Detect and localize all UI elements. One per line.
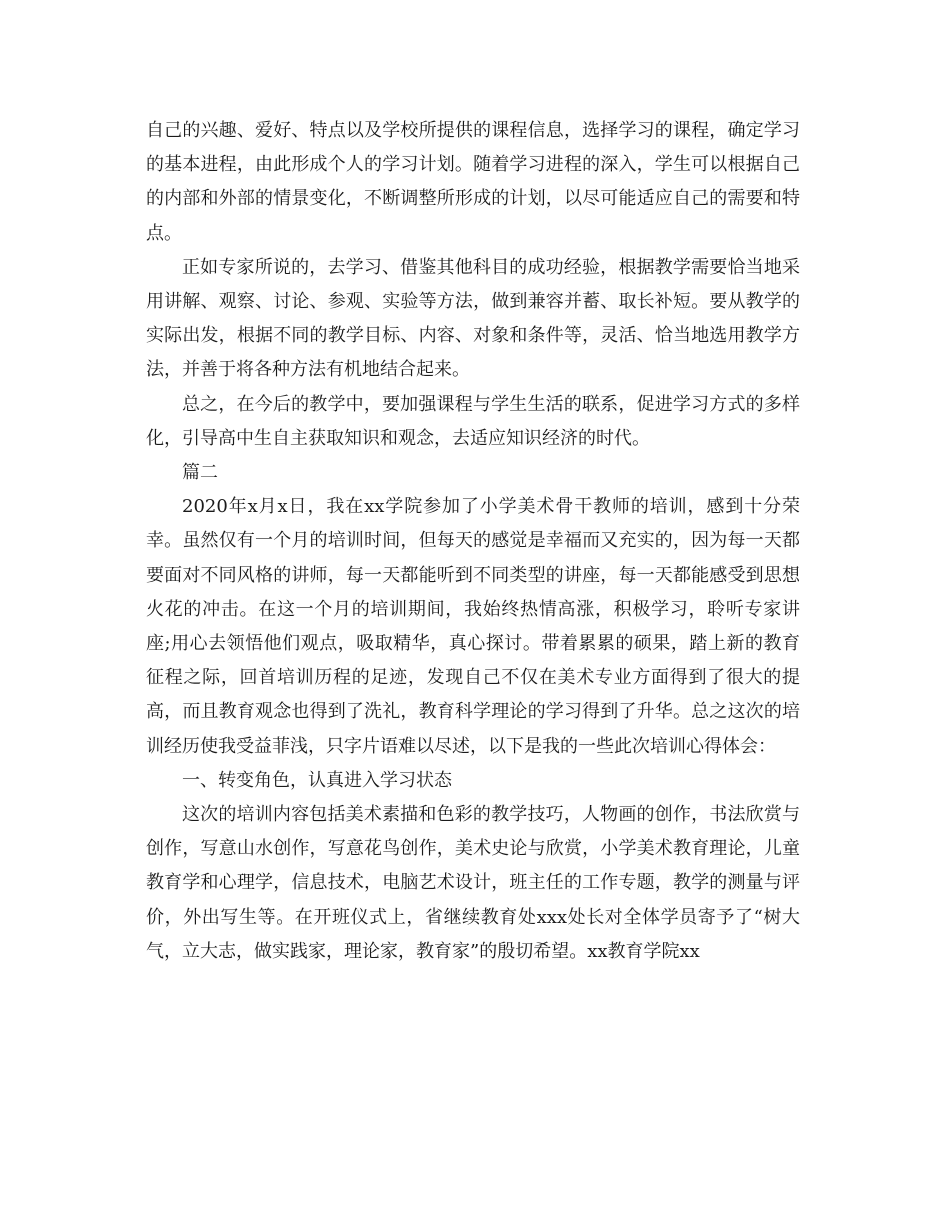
paragraph-training-content: 这次的培训内容包括美术素描和色彩的教学技巧，人物画的创作，书法欣赏与创作，写意山水创作，写意花鸟创作，美术史论与欣赏，小学美术教育理论，儿童教育学和心理学，信息技术，电脑艺术设计，班主任的工作专题，教学的测量与评价，外出写生等。在开班仪式上，省继续教育处xxx处长对全体学员寄予了“树大气，立大志，做实践家，理论家，教育家”的殷切希望。xx教育学院xx <box>146 804 800 962</box>
paragraph-continuation: 自己的兴趣、爱好、特点以及学校所提供的课程信息，选择学习的课程，确定学习的基本进程，由此形成个人的学习计划。随着学习进程的深入，学生可以根据自己的内部和外部的情景变化，不断调整所形成的计划，以尽可能适应自己的需要和特点。 <box>146 120 800 244</box>
paragraph-training-intro: 2020年x月x日，我在xx学院参加了小学美术骨干教师的培训，感到十分荣幸。虽然仅有一个月的培训时间，但每天的感觉是幸福而又充实的，因为每一天都要面对不同风格的讲师，每一天都能听到不同类型的讲座，每一天都能感受到思想火花的冲击。在这一个月的培训期间，我始终热情高涨，积极学习，聆听专家讲座;用心去领悟他们观点，吸取精华，真心探讨。带着累累的硕果，踏上新的教育征程之际，回首培训历程的足迹，发现自己不仅在美术专业方面得到了很大的提高，而且教育观念也得到了洗礼，教育科学理论的学习得到了升华。总之这次的培训经历使我受益菲浅，只字片语难以尽述，以下是我的一些此次培训心得体会： <box>146 496 800 757</box>
paragraph-conclusion: 总之，在今后的教学中，要加强课程与学生生活的联系，促进学习方式的多样化，引导高中生自主获取知识和观念，去适应知识经济的时代。 <box>146 393 800 449</box>
paragraph-teaching-methods: 正如专家所说的，去学习、借鉴其他科目的成功经验，根据教学需要恰当地采用讲解、观察、讨论、参观、实验等方法，做到兼容并蓄、取长补短。要从教学的实际出发，根据不同的教学目标、内容、对象和条件等，灵活、恰当地选用教学方法，并善于将各种方法有机地结合起来。 <box>146 256 800 381</box>
section-heading-part-two: 篇二 <box>182 462 218 484</box>
subheading-change-role: 一、转变角色，认真进入学习状态 <box>182 769 452 791</box>
